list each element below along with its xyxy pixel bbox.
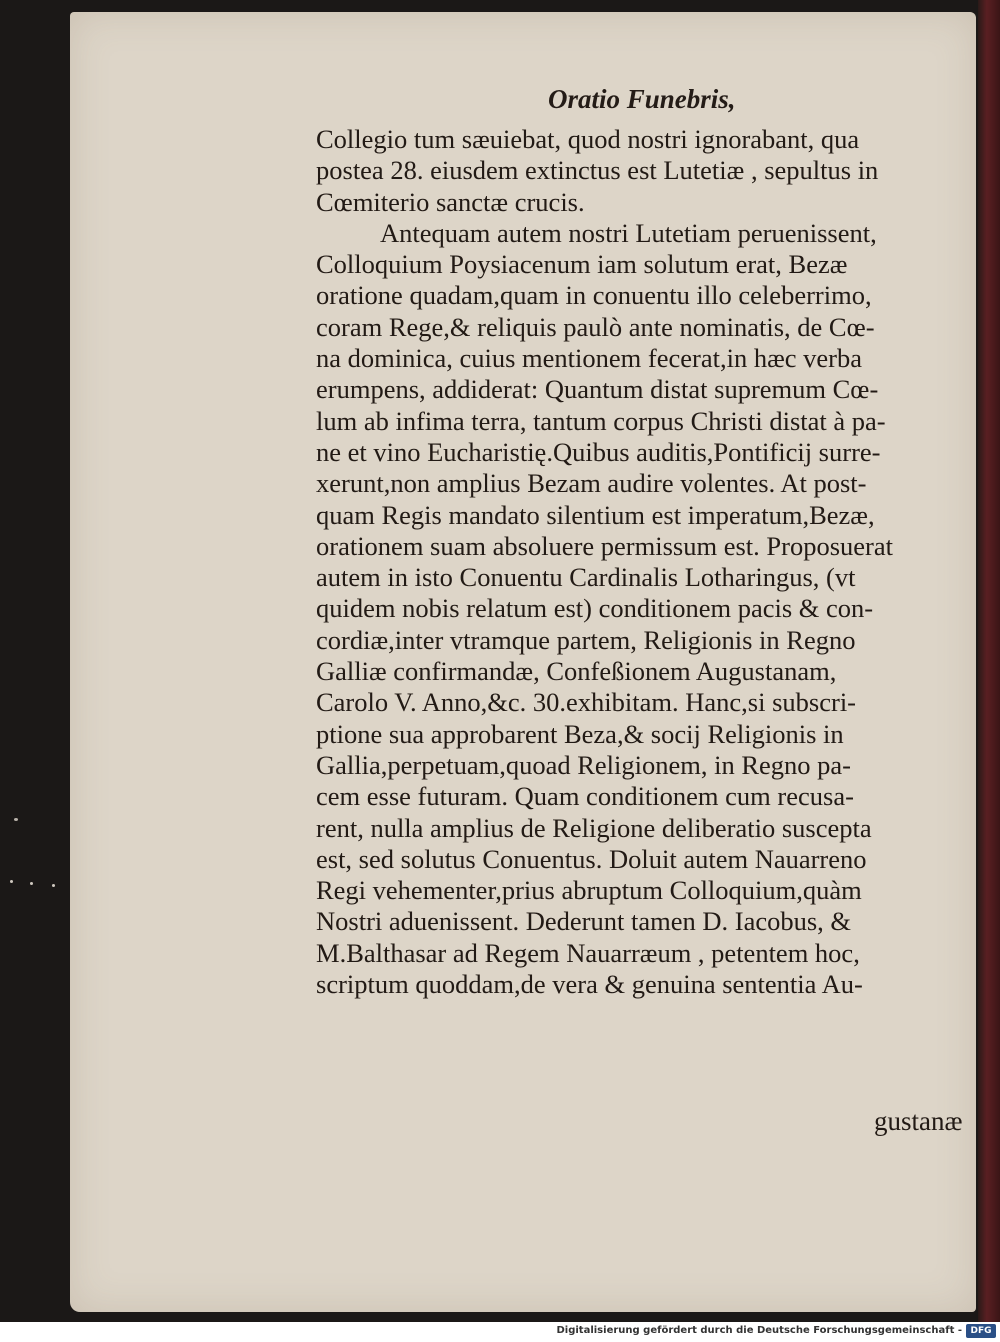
text-line: Regi vehementer,prius abruptum Colloquium,quàm <box>316 875 862 906</box>
text-line: na dominica, cuius mentionem fecerat,in hæc verba <box>316 343 862 374</box>
text-line: erumpens, addiderat: Quantum distat supremum Cœ- <box>316 374 879 405</box>
text-line: scriptum quoddam,de vera & genuina sententia Au- <box>316 969 863 1000</box>
text-line: coram Rege,& reliquis paulò ante nominatis, de Cœ- <box>316 311 875 342</box>
text-line: oratione quadam,quam in conuentu illo celeberrimo, <box>316 280 872 311</box>
text-line: ne et vino Eucharistię.Quibus auditis,Pontificij surre- <box>316 436 881 467</box>
margin-speck <box>52 884 55 887</box>
funding-credit: Digitalisierung gefördert durch die Deutsche Forschungsgemeinschaft - <box>556 1325 962 1336</box>
text-line: autem in isto Conuentu Cardinalis Lotharingus, (vt <box>316 562 856 593</box>
text-line: Antequam autem nostri Lutetiam peruenissent, <box>380 217 877 248</box>
text-line: Collegio tum sæuiebat, quod nostri ignorabant, qua <box>316 124 860 154</box>
book-edge <box>978 0 1000 1322</box>
text-line: cem esse futuram. Quam conditionem cum recusa- <box>316 781 854 812</box>
text-line: est, sed solutus Conuentus. Doluit autem Nauarreno <box>316 843 867 874</box>
catchword: gustanæ <box>874 1106 963 1136</box>
text-line: Carolo V. Anno,&c. 30.exhibitam. Hanc,si subscri- <box>316 687 857 718</box>
text-line: rent, nulla amplius de Religione deliberatio suscepta <box>316 812 872 843</box>
text-line: ptione sua approbarent Beza,& socij Religionis in <box>316 718 844 749</box>
body-text <box>316 124 980 1000</box>
dfg-logo: DFG <box>966 1324 996 1338</box>
text-line: Nostri aduenissent. Dederunt tamen D. Iacobus, & <box>316 906 852 937</box>
text-line: Colloquium Poysiacenum iam solutum erat, Bezæ <box>316 249 848 280</box>
text-line: postea 28. eiusdem extinctus est Lutetiæ , sepultus in <box>316 155 879 186</box>
margin-speck <box>10 880 13 883</box>
text-line: orationem suam absoluere permissum est. Proposuerat <box>316 530 893 561</box>
text-line: xerunt,non amplius Bezam audire volentes. At post- <box>316 468 867 499</box>
text-line: lum ab infima terra, tantum corpus Christi distat à pa- <box>316 405 886 436</box>
margin-speck <box>30 882 33 885</box>
text-line: Cœmiterio sanctæ crucis. <box>316 186 585 217</box>
text-line: Galliæ confirmandæ, Confeßionem Augustanam, <box>316 656 837 687</box>
text-line: M.Balthasar ad Regem Nauarræum , petentem hoc, <box>316 937 860 968</box>
text-line: Gallia,perpetuam,quoad Religionem, in Regno pa- <box>316 749 852 780</box>
text-line: quidem nobis relatum est) conditionem pacis & con- <box>316 593 874 624</box>
margin-speck <box>14 818 18 821</box>
text-line: quam Regis mandato silentium est imperatum,Bezæ, <box>316 499 875 530</box>
running-head: Oratio Funebris, <box>548 84 736 114</box>
text-line: cordiæ,inter vtramque partem, Religionis in Regno <box>316 624 856 655</box>
